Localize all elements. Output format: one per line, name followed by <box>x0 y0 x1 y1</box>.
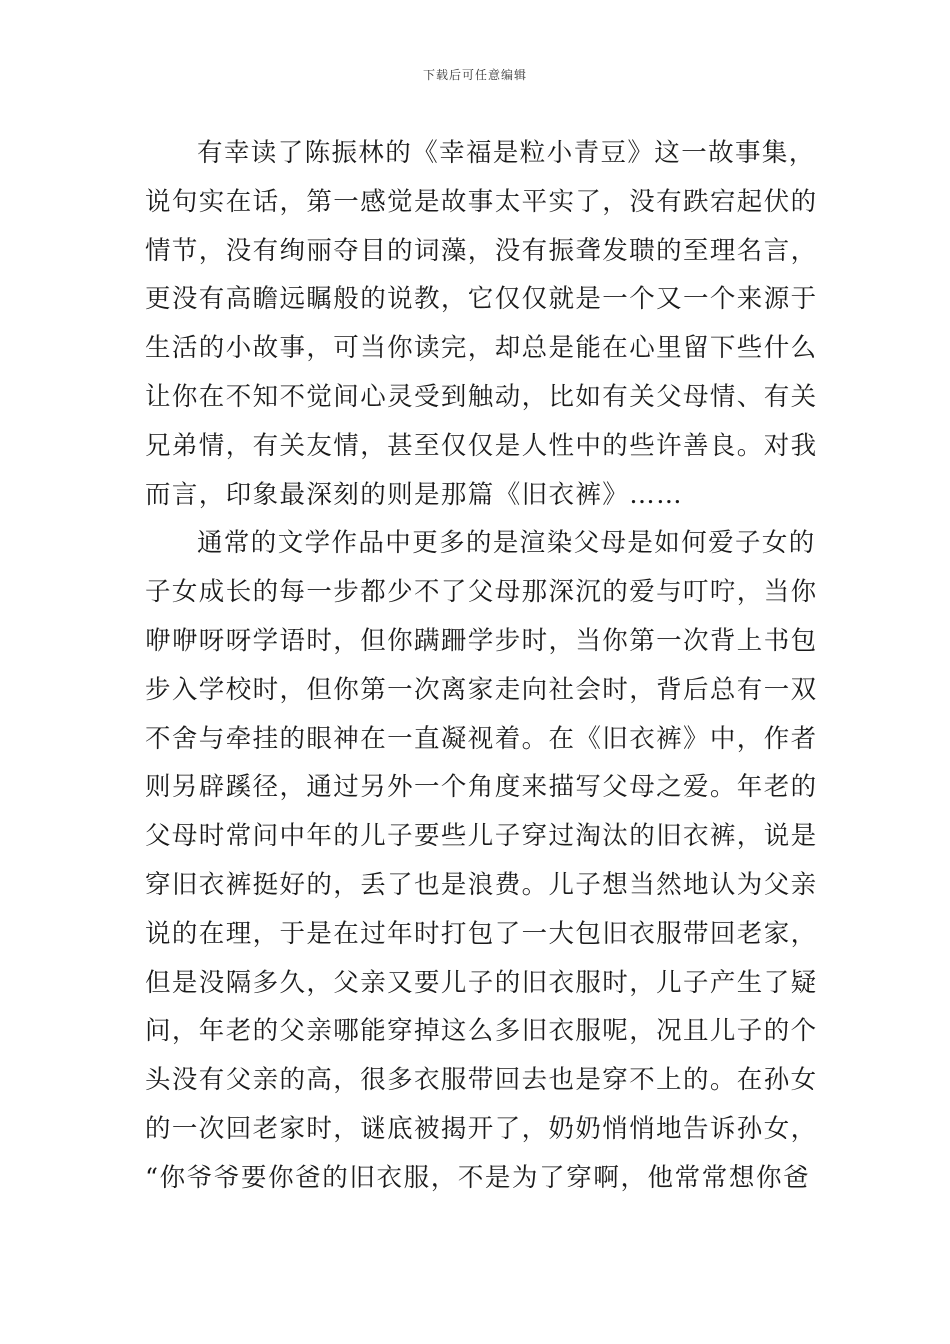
body-text <box>145 129 818 1203</box>
text-line: 情节，没有绚丽夺目的词藻，没有振聋发聩的至理名言， <box>145 235 818 266</box>
text-line: 则另辟蹊径，通过另外一个角度来描写父母之爱。年老的 <box>145 772 818 803</box>
text-line: 咿咿呀呀学语时，但你蹒跚学步时，当你第一次背上书包 <box>145 625 818 656</box>
text-line: 穿旧衣裤挺好的，丢了也是浪费。儿子想当然地认为父亲 <box>145 869 818 900</box>
text-line: 通常的文学作品中更多的是渲染父母是如何爱子女的 <box>197 528 816 559</box>
text-line: 父母时常问中年的儿子要些儿子穿过淘汰的旧衣裤，说是 <box>145 821 818 852</box>
text-line: 生活的小故事，可当你读完，却总是能在心里留下些什么 <box>145 333 818 364</box>
text-line: 步入学校时，但你第一次离家走向社会时，背后总有一双 <box>145 674 818 705</box>
paragraph-2 <box>145 519 818 1202</box>
text-line: 兄弟情，有关友情，甚至仅仅是人性中的些许善良。对我 <box>145 430 818 461</box>
text-line: 不舍与牵挂的眼神在一直凝视着。在《旧衣裤》中，作者 <box>145 723 818 754</box>
text-line: 头没有父亲的高，很多衣服带回去也是穿不上的。在孙女 <box>145 1065 818 1096</box>
header-note: 下载后可任意编辑 <box>422 68 527 82</box>
text-line: “你爷爷要你爸的旧衣服，不是为了穿啊，他常常想你爸 <box>145 1162 810 1193</box>
text-line: 子女成长的每一步都少不了父母那深沉的爱与叮咛，当你 <box>145 577 818 608</box>
text-line: 说句实在话，第一感觉是故事太平实了，没有跌宕起伏的 <box>145 186 818 217</box>
text-line: 的一次回老家时，谜底被揭开了，奶奶悄悄地告诉孙女， <box>145 1113 818 1144</box>
text-line: 但是没隔多久，父亲又要儿子的旧衣服时，儿子产生了疑 <box>145 967 818 998</box>
text-line: 问，年老的父亲哪能穿掉这么多旧衣服呢，况且儿子的个 <box>145 1016 818 1047</box>
text-line: 有幸读了陈振林的《幸福是粒小青豆》这一故事集， <box>197 138 816 168</box>
text-line: 让你在不知不觉间心灵受到触动，比如有关父母情、有关 <box>145 381 818 412</box>
paragraph-1 <box>145 129 818 519</box>
text-line: 说的在理，于是在过年时打包了一大包旧衣服带回老家， <box>145 918 818 949</box>
text-line: 更没有高瞻远瞩般的说教，它仅仅就是一个又一个来源于 <box>145 284 818 315</box>
text-line: 而言，印象最深刻的则是那篇《旧衣裤》…… <box>145 479 684 510</box>
